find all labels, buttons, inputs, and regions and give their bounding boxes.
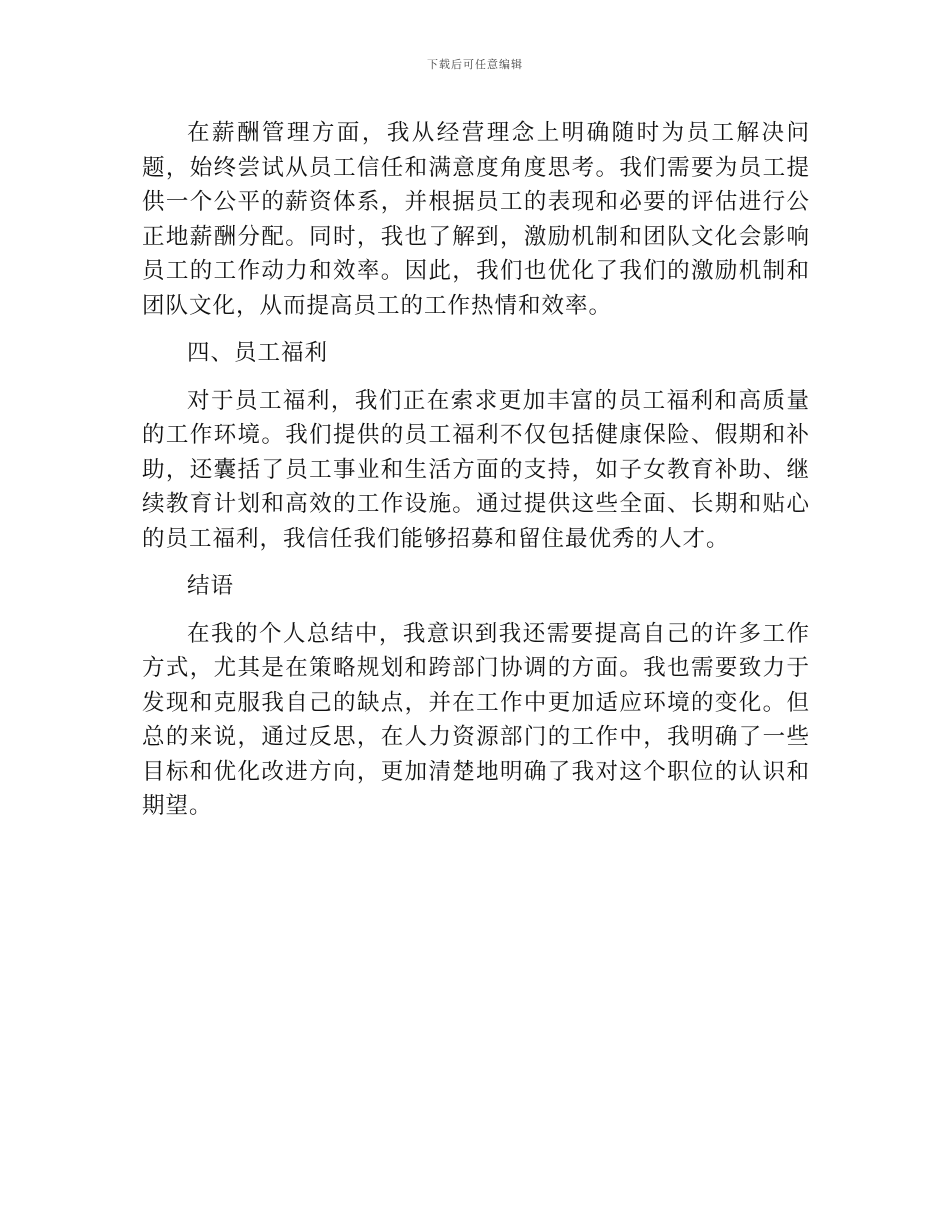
page-header-note: 下载后可任意编辑 bbox=[427, 58, 523, 71]
section-heading-employee-benefits: 四、员工福利 bbox=[187, 340, 329, 366]
paragraph-conclusion: 在我的个人总结中，我意识到我还需要提高自己的许多工作方式，尤其是在策略规划和跨部门协调的方面。我也需要致力于发现和克服我自己的缺点，并在工作中更加适应环境的变化。但总的来说，通过反思，在人力资源部门的工作中，我明确了一些目标和优化改进方向，更加清楚地明确了我对这个职位的认识和期望。 bbox=[142, 620, 810, 819]
section-heading-conclusion: 结语 bbox=[187, 573, 235, 599]
document-body bbox=[142, 116, 810, 837]
paragraph-employee-benefits: 对于员工福利，我们正在索求更加丰富的员工福利和高质量的工作环境。我们提供的员工福利不仅包括健康保险、假期和补助，还囊括了员工事业和生活方面的支持，如子女教育补助、继续教育计划和高效的工作设施。通过提供这些全面、长期和贴心的员工福利，我信任我们能够招募和留住最优秀的人才。 bbox=[142, 387, 810, 552]
paragraph-salary-management: 在薪酬管理方面，我从经营理念上明确随时为员工解决问题，始终尝试从员工信任和满意度角度思考。我们需要为员工提供一个公平的薪资体系，并根据员工的表现和必要的评估进行公正地薪酬分配。同时，我也了解到，激励机制和团队文化会影响员工的工作动力和效率。因此，我们也优化了我们的激励机制和团队文化，从而提高员工的工作热情和效率。 bbox=[142, 120, 810, 319]
